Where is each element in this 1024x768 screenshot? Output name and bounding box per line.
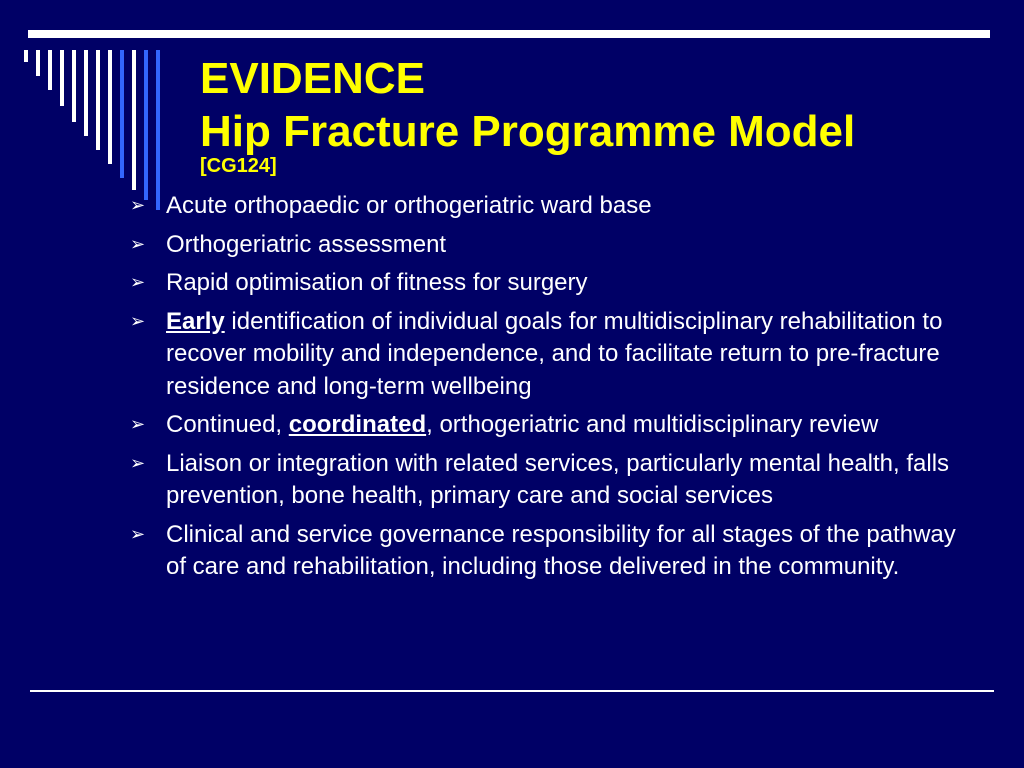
- bullet-item: [130, 306, 980, 404]
- bullet-text: Rapid optimisation of fitness for surgery: [166, 269, 588, 296]
- top-divider-line: [28, 30, 990, 38]
- bullet-text: Acute orthopaedic or orthogeriatric ward base: [166, 192, 652, 219]
- bullet-item: [130, 409, 980, 442]
- stripe: [72, 50, 76, 122]
- stripe: [84, 50, 88, 136]
- stripe: [132, 50, 136, 190]
- arrow-bullet-icon: ➢: [130, 195, 146, 216]
- title-reference: [CG124]: [200, 155, 277, 177]
- bullet-text: , orthogeriatric and multidisciplinary review: [426, 411, 879, 438]
- bullet-text: Liaison or integration with related services, particularly mental health, falls prevention, bone health, primary care and social services: [166, 449, 950, 509]
- decorative-stripes: [24, 50, 174, 210]
- stripe: [36, 50, 40, 76]
- title-line-1: EVIDENCE: [200, 54, 425, 103]
- emphasis-coordinated: coordinated: [288, 411, 427, 438]
- arrow-bullet-icon: ➢: [130, 272, 146, 293]
- stripe: [60, 50, 64, 106]
- arrow-bullet-icon: ➢: [130, 414, 146, 435]
- stripe: [120, 50, 124, 178]
- bullet-list: [130, 190, 980, 590]
- stripe: [96, 50, 100, 150]
- stripe: [156, 50, 160, 210]
- arrow-bullet-icon: ➢: [130, 233, 146, 255]
- bullet-item: [130, 519, 980, 584]
- stripe: [24, 50, 28, 62]
- bullet-item: [130, 267, 980, 300]
- arrow-bullet-icon: ➢: [130, 452, 146, 474]
- emphasis-early: Early: [166, 307, 225, 335]
- bullet-item: [130, 229, 980, 262]
- bullet-item: [130, 190, 980, 223]
- stripe: [48, 50, 52, 90]
- stripe: [144, 50, 148, 200]
- arrow-bullet-icon: ➢: [130, 310, 146, 332]
- stripe: [108, 50, 112, 164]
- bullet-text: identification of individual goals for multidisciplinary rehabilitation to recover mobility and independence, and to facilitate return to pre-fracture residence and long-term wellbeing: [166, 307, 943, 400]
- bullet-item: [130, 448, 980, 513]
- bullet-text: Continued,: [166, 411, 289, 438]
- bullet-text: Clinical and service governance responsibility for all stages of the pathway of care and rehabilitation, including those delivered in the community.: [166, 520, 956, 580]
- slide-title: [200, 52, 855, 176]
- bottom-divider-line: [30, 690, 994, 692]
- bullet-text: Orthogeriatric assessment: [166, 230, 447, 258]
- title-line-2: Hip Fracture Programme Model: [200, 107, 856, 156]
- arrow-bullet-icon: ➢: [130, 523, 146, 545]
